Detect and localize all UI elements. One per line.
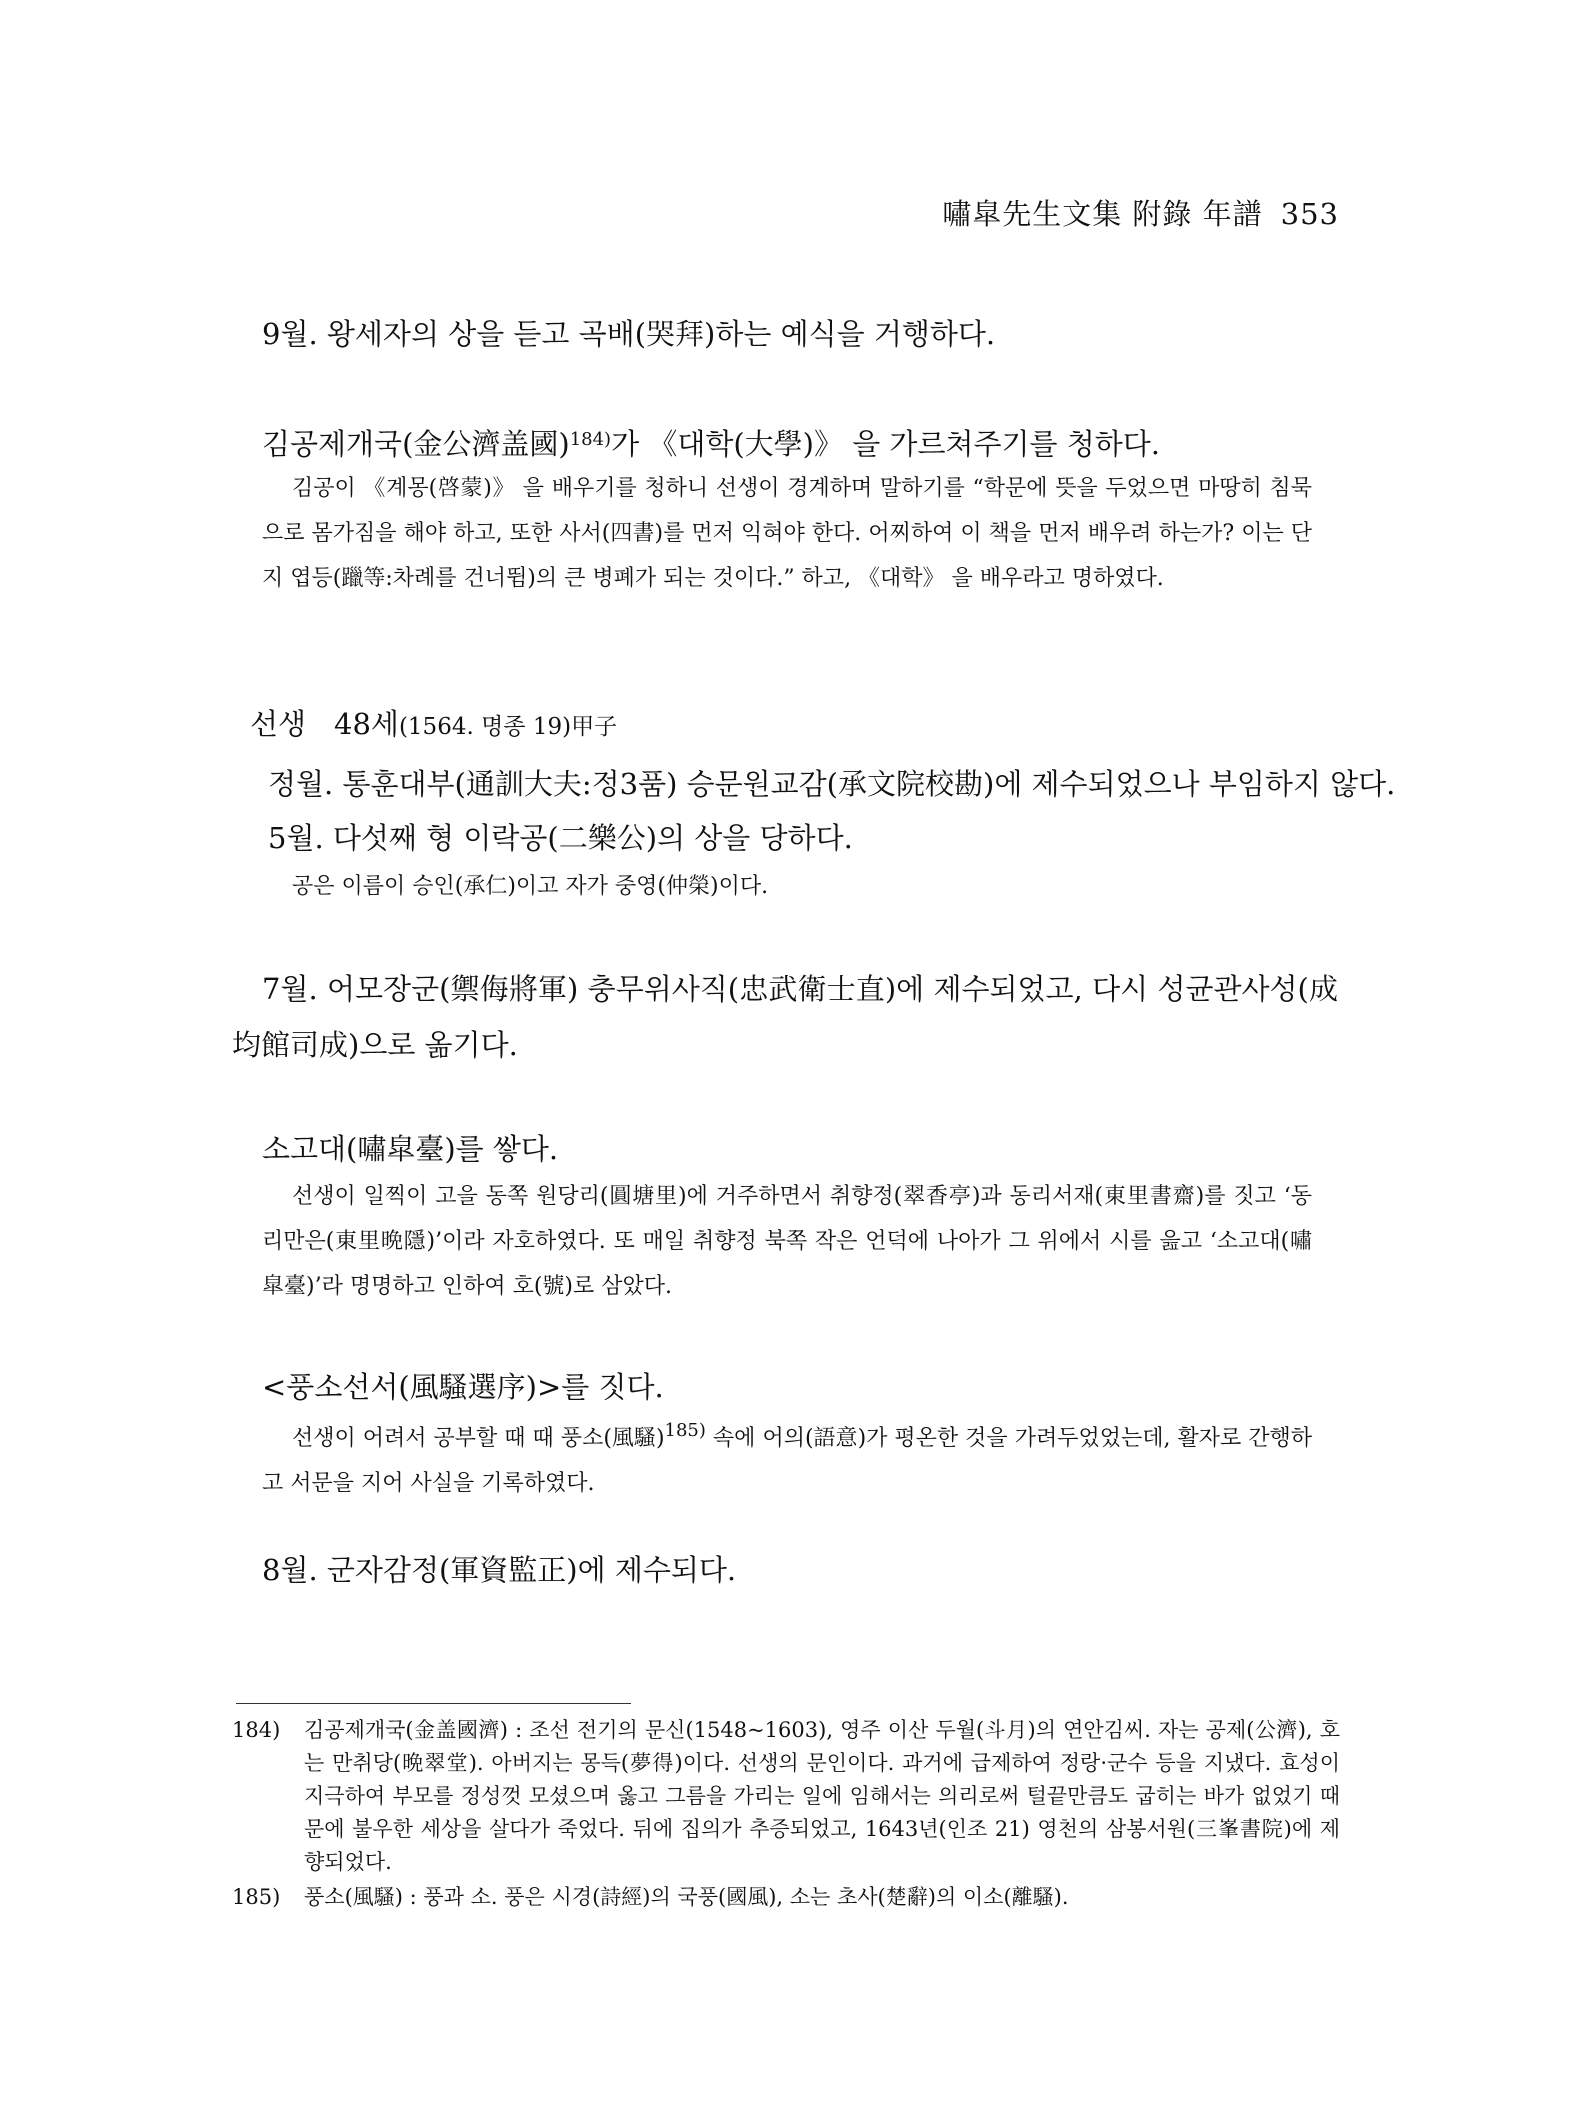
footnote-184 (232, 1714, 1340, 1879)
footnote-text: 풍소(風騷) : 풍과 소. 풍은 시경(詩經)의 국풍(國風), 소는 초사(楚辭)의 이소(離騷). (304, 1885, 1069, 1909)
body-text-rest: 속에 어의(語意)가 평온한 것을 가려두었었는데, 활자로 간행하고 서문을 지어 사실을 기록하였다. (262, 1426, 1312, 1496)
running-header (942, 192, 1339, 233)
footnote-divider (236, 1703, 631, 1704)
footnote-ref-184[interactable]: 184) (569, 429, 612, 450)
footnote-185 (232, 1881, 1340, 1914)
heading-text-rest: 가 《대학(大學)》 을 가르쳐주기를 청하다. (611, 427, 1160, 461)
entry-heading-august-appointment: 8월. 군자감정(軍資監正)에 제수되다. (262, 1553, 737, 1587)
entry-body-may-mourning: 공은 이름이 승인(承仁)이고 자가 중영(仲榮)이다. (292, 874, 769, 899)
footnote-number: 185) (232, 1885, 281, 1909)
entry-body-pungso-preface (262, 1408, 1312, 1506)
page-number: 353 (1280, 197, 1339, 231)
entry-heading-january-appointment: 정월. 통훈대부(通訓大夫:정3품) 승문원교감(承文院校勘)에 제수되었으나 부임하지 않다. (268, 767, 1396, 801)
entry-heading-september-mourning: 9월. 왕세자의 상을 듣고 곡배(哭拜)하는 예식을 거행하다. (262, 317, 996, 351)
heading-text: 김공제개국(金公濟盖國) (262, 427, 570, 461)
entry-body-kim-request: 김공이 《계몽(啓蒙)》 을 배우기를 청하니 선생이 경계하며 말하기를 “학문에 뜻을 두었으면 마땅히 침묵으로 몸가짐을 해야 하고, 또한 사서(四書)를 먼저 익혀야 한다. 어찌하여 이 책을 먼저 배우려 하는가? 이는 단지 엽등(躐等:차례를 건너뜀)의 큰 병폐가 되는 것이다.” 하고, 《대학》 을 배우라고 명하였다. (262, 476, 1312, 591)
body-text: 선생이 어려서 공부할 때 때 풍소(風騷) (292, 1426, 665, 1451)
year-label: 선생 (250, 707, 307, 741)
book-title: 嘯皐先生文集 附錄 年譜 (942, 197, 1263, 231)
entry-heading-sogodae: 소고대(嘯皐臺)를 쌓다. (262, 1132, 559, 1166)
footnote-number: 184) (232, 1718, 281, 1742)
year-age: 48세 (334, 707, 399, 741)
entry-heading-may-mourning: 5월. 다섯째 형 이락공(二樂公)의 상을 당하다. (268, 821, 853, 855)
entry-heading-july-appointment: 7월. 어모장군(禦侮將軍) 충무위사직(忠武衛士直)에 제수되었고, 다시 성균관사성(成均館司成)으로 옮기다. (232, 972, 1338, 1062)
footnote-ref-185[interactable]: 185) (664, 1420, 706, 1441)
entry-heading-pungso-preface: <풍소선서(風騷選序)>를 짓다. (262, 1370, 664, 1404)
footnote-text: 김공제개국(金盖國濟) : 조선 전기의 문신(1548~1603), 영주 이산 두월(斗月)의 연안김씨. 자는 공제(公濟), 호는 만취당(晩翠堂). 아버지는 몽득(夢得)이다. 선생의 문인이다. 과거에 급제하여 정랑·군수 등을 지냈다. 효성이 지극하여 부모를 정성껏 모셨으며 옳고 그름을 가리는 일에 임해서는 의리로써 털끝만큼도 굽히는 바가 없었기 때문에 불우한 세상을 살다가 죽었다. 뒤에 집의가 추증되었고, 1643년(인조 21) 영천의 삼봉서원(三峯書院)에 제향되었다. (304, 1718, 1340, 1874)
year-title (250, 702, 617, 743)
entry-heading-kim-request (262, 422, 1160, 463)
entry-body-sogodae: 선생이 일찍이 고을 동쪽 원당리(圓塘里)에 거주하면서 취향정(翠香亭)과 동리서재(東里書齋)를 짓고 ‘동리만은(東里晩隱)’이라 자호하였다. 또 매일 취향정 북쪽 작은 언덕에 나아가 그 위에서 시를 읊고 ‘소고대(嘯皐臺)’라 명명하고 인하여 호(號)로 삼았다. (262, 1184, 1312, 1299)
year-detail: (1564. 명종 19)甲子 (398, 714, 618, 740)
